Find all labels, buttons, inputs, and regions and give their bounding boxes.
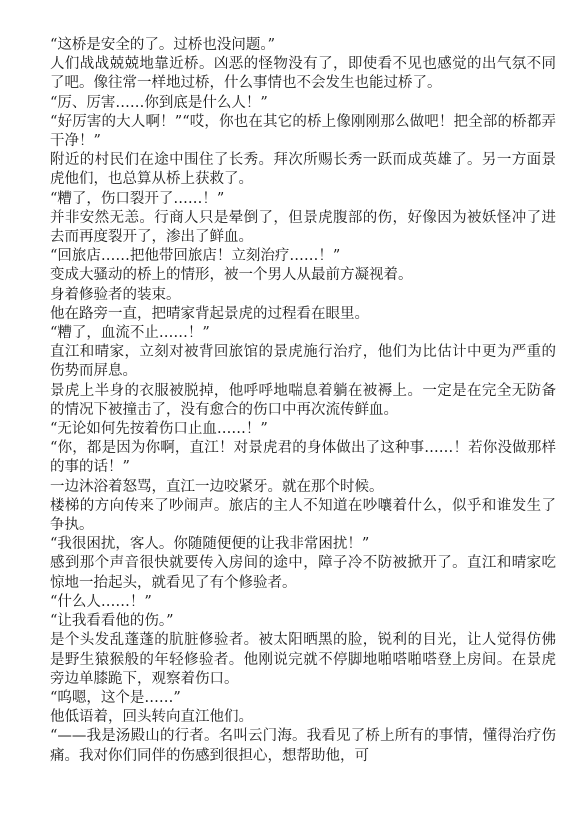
paragraph: 变成大骚动的桥上的情形，被一个男人从最前方凝视着。 xyxy=(50,267,413,284)
paragraph: “我很困扰，客人。你随随便便的让我非常困扰！” xyxy=(50,536,370,553)
paragraph: 附近的村民们在途中围住了长秀。拜次所赐长秀一跃而成英雄了。另一方面景虎他们，也总算从桥上获救了。 xyxy=(50,152,556,188)
paragraph: “——我是汤殿山的行者。名叫云门海。我看见了桥上所有的事情，懂得治疗伤痛。我对你们同伴的伤感到很担心，想帮助他，可 xyxy=(50,728,556,764)
paragraph: “糟了，伤口裂开了……！” xyxy=(50,190,225,207)
paragraph: “你，都是因为你啊，直江！对景虎君的身体做出了这种事……！若你没做那样的事的话！” xyxy=(50,440,556,476)
document-page xyxy=(50,36,556,766)
paragraph: “糟了，血流不止……！” xyxy=(50,325,210,342)
paragraph: 感到那个声音很快就要传入房间的途中，障子冷不防被掀开了。直江和晴家吃惊地一抬起头，就看见了有个修验者。 xyxy=(50,555,556,591)
paragraph: 他低语着，回头转向直江他们。 xyxy=(50,709,253,726)
paragraph: “让我看看他的伤。” xyxy=(50,613,174,630)
paragraph: “厉、厉害……你到底是什么人！” xyxy=(50,94,268,111)
paragraph: 并非安然无恙。行商人只是晕倒了，但景虎腹部的伤，好像因为被妖怪冲了进去而再度裂开了，渗出了鲜血。 xyxy=(50,209,556,246)
paragraph: 景虎上半身的衣服被脱掉，他呼呼地喘息着躺在被褥上。一定是在完全无防备的情况下被撞击了，没有愈合的伤口中再次流传鲜血。 xyxy=(50,382,556,418)
paragraph: “呜嗯，这个是……” xyxy=(50,689,181,706)
paragraph: “这桥是安全的了。过桥也没问题。” xyxy=(50,37,276,53)
paragraph: 一边沐浴着怒骂，直江一边咬紧牙。就在那个时候。 xyxy=(50,478,384,495)
paragraph: “回旅店……把他带回旅店！立刻治疗……！” xyxy=(50,248,341,265)
paragraph: “好厉害的大人啊！”“哎，你也在其它的桥上像刚刚那么做吧！把全部的桥都弄干净！” xyxy=(50,113,556,150)
paragraph: 直江和晴家，立刻对被背回旅馆的景虎施行治疗，他们为比估计中更为严重的伤势而屏息。 xyxy=(50,344,556,380)
paragraph: 身着修验者的装束。 xyxy=(50,286,181,303)
paragraph: “什么人……！” xyxy=(50,593,152,610)
paragraph: 他在路旁一直，把晴家背起景虎的过程看在眼里。 xyxy=(50,305,369,322)
paragraph: 是个头发乱蓬蓬的肮脏修验者。被太阳晒黑的脸，锐利的目光，让人觉得仿佛是野生猿猴般的年轻修验者。他刚说完就不停脚地啪嗒啪嗒登上房间。在景虎旁边单膝跪下，观察着伤口。 xyxy=(50,632,556,687)
paragraph: “无论如何先按着伤口止血……！” xyxy=(50,421,268,438)
paragraph: 楼梯的方向传来了吵闹声。旅店的主人不知道在吵嚷着什么，似乎和谁发生了争执。 xyxy=(50,497,556,534)
paragraph: 人们战战兢兢地靠近桥。凶恶的怪物没有了，即使看不见也感觉的出气氛不同了吧。像往常一样地过桥，什么事情也不会发生也能过桥了。 xyxy=(50,56,556,92)
